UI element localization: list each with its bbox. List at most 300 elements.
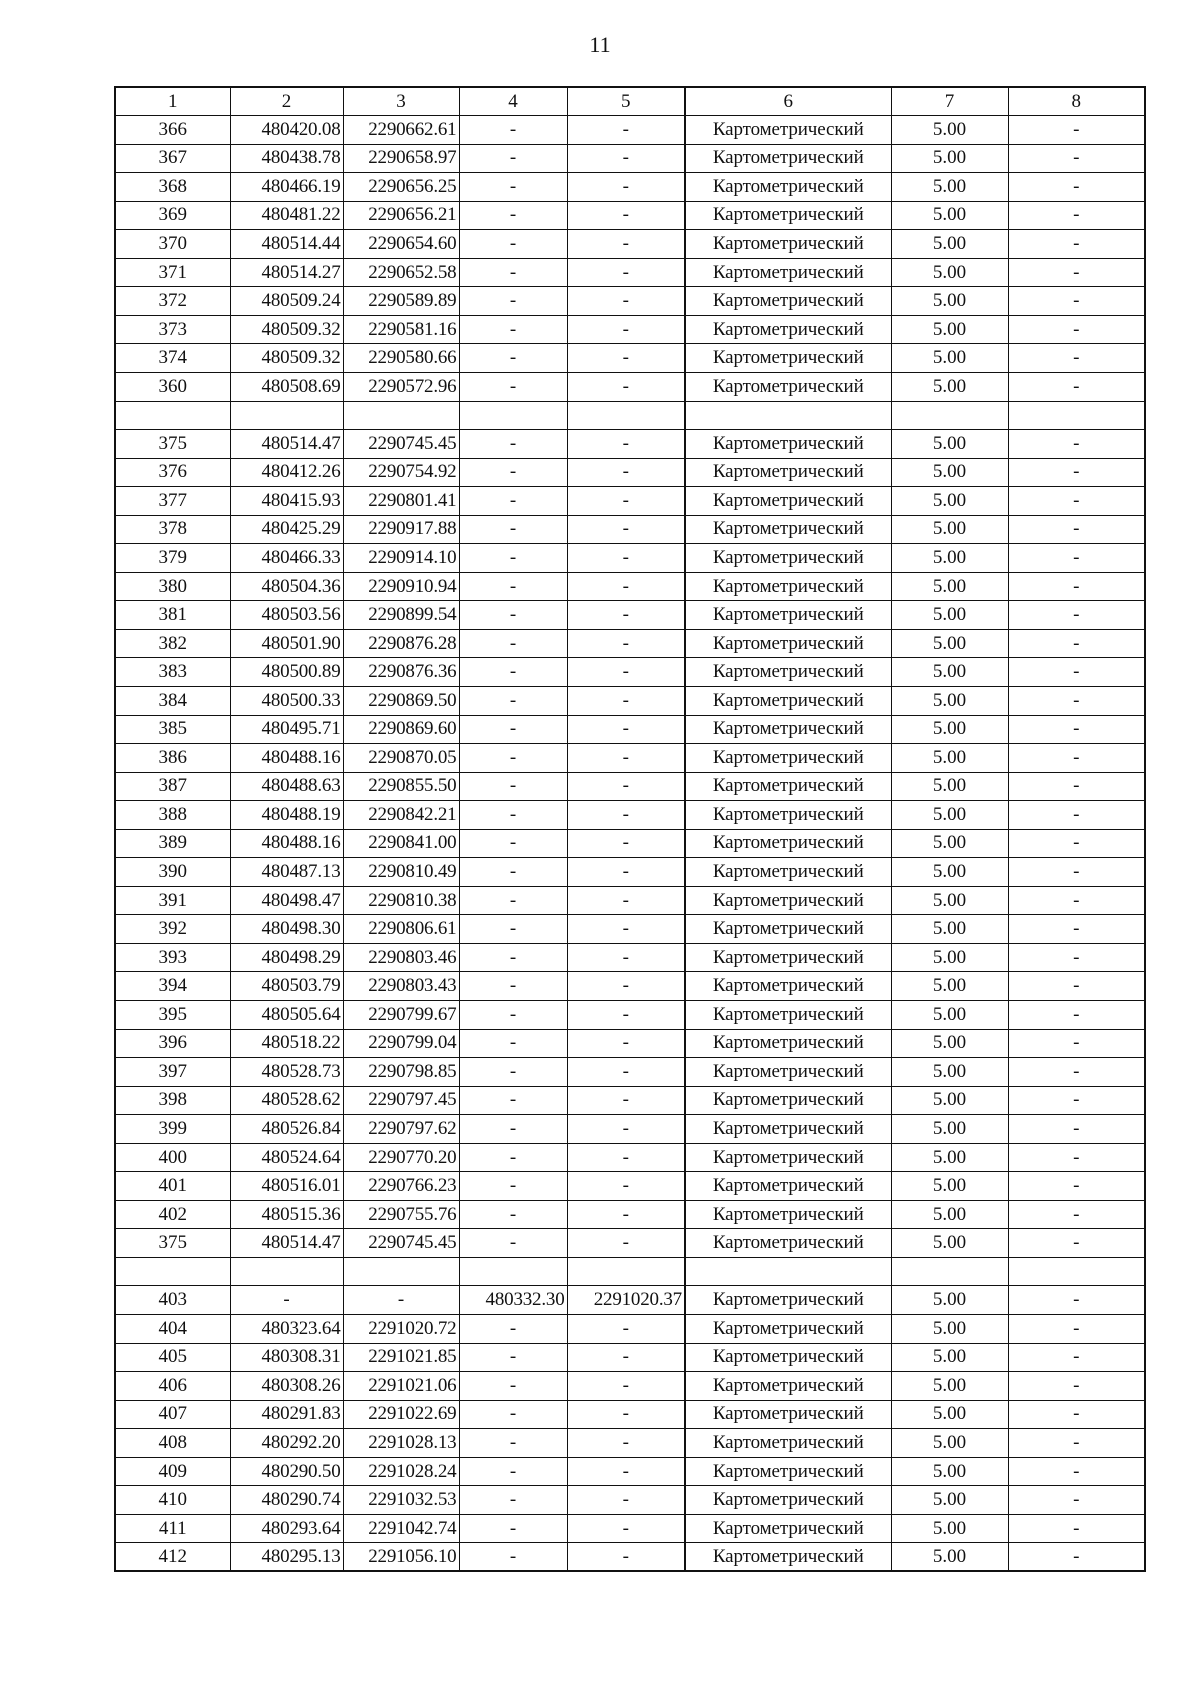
x-alt-cell: -: [459, 1343, 567, 1372]
y-cell: 2290810.49: [343, 858, 459, 887]
x-cell: 480509.32: [230, 315, 343, 344]
point-number-cell: 400: [115, 1143, 230, 1172]
point-number-cell: 383: [115, 658, 230, 687]
table-row: [115, 1229, 1145, 1258]
note-cell: -: [1008, 1286, 1145, 1315]
y-alt-cell: -: [567, 715, 685, 744]
x-cell: 480290.74: [230, 1486, 343, 1515]
y-cell: 2290869.50: [343, 686, 459, 715]
y-cell: 2290810.38: [343, 886, 459, 915]
method-cell: Картометрический: [685, 458, 891, 487]
point-number-cell: 392: [115, 915, 230, 944]
y-alt-cell: -: [567, 515, 685, 544]
y-cell: 2290754.92: [343, 458, 459, 487]
table-row: [115, 1315, 1145, 1344]
x-alt-cell: [459, 1257, 567, 1286]
x-alt-cell: -: [459, 1400, 567, 1429]
table-row: [115, 801, 1145, 830]
accuracy-cell: 5.00: [891, 686, 1008, 715]
y-cell: 2290798.85: [343, 1058, 459, 1087]
x-alt-cell: -: [459, 1058, 567, 1087]
x-alt-cell: -: [459, 629, 567, 658]
table-row: [115, 1200, 1145, 1229]
y-cell: 2290801.41: [343, 487, 459, 516]
y-alt-cell: -: [567, 915, 685, 944]
note-cell: -: [1008, 715, 1145, 744]
note-cell: -: [1008, 258, 1145, 287]
y-alt-cell: -: [567, 230, 685, 259]
note-cell: -: [1008, 1457, 1145, 1486]
accuracy-cell: 5.00: [891, 1229, 1008, 1258]
method-cell: Картометрический: [685, 1457, 891, 1486]
y-cell: 2291021.85: [343, 1343, 459, 1372]
point-number-cell: 409: [115, 1457, 230, 1486]
y-cell: 2290745.45: [343, 430, 459, 459]
method-cell: Картометрический: [685, 1200, 891, 1229]
accuracy-cell: 5.00: [891, 544, 1008, 573]
method-cell: Картометрический: [685, 943, 891, 972]
x-alt-cell: -: [459, 1229, 567, 1258]
x-cell: 480501.90: [230, 629, 343, 658]
y-cell: 2290876.36: [343, 658, 459, 687]
method-cell: Картометрический: [685, 715, 891, 744]
point-number-cell: 382: [115, 629, 230, 658]
column-header: 7: [891, 87, 1008, 116]
note-cell: -: [1008, 943, 1145, 972]
y-alt-cell: -: [567, 601, 685, 630]
x-cell: 480524.64: [230, 1143, 343, 1172]
y-cell: 2291028.24: [343, 1457, 459, 1486]
accuracy-cell: 5.00: [891, 1029, 1008, 1058]
y-alt-cell: -: [567, 258, 685, 287]
note-cell: [1008, 1257, 1145, 1286]
point-number-cell: 370: [115, 230, 230, 259]
table-row: [115, 629, 1145, 658]
accuracy-cell: 5.00: [891, 943, 1008, 972]
page-number: 11: [589, 32, 611, 57]
table-row: [115, 1143, 1145, 1172]
y-cell: 2291032.53: [343, 1486, 459, 1515]
y-alt-cell: -: [567, 1001, 685, 1030]
method-cell: Картометрический: [685, 1143, 891, 1172]
table-row: [115, 972, 1145, 1001]
accuracy-cell: 5.00: [891, 1315, 1008, 1344]
y-cell: 2291042.74: [343, 1514, 459, 1543]
note-cell: -: [1008, 744, 1145, 773]
table-row: [115, 1058, 1145, 1087]
note-cell: -: [1008, 372, 1145, 401]
y-alt-cell: -: [567, 1029, 685, 1058]
x-alt-cell: -: [459, 686, 567, 715]
note-cell: -: [1008, 430, 1145, 459]
method-cell: Картометрический: [685, 116, 891, 145]
x-alt-cell: -: [459, 772, 567, 801]
y-cell: 2290797.62: [343, 1115, 459, 1144]
note-cell: -: [1008, 1429, 1145, 1458]
note-cell: -: [1008, 1372, 1145, 1401]
x-alt-cell: -: [459, 458, 567, 487]
y-cell: -: [343, 1286, 459, 1315]
point-number-cell: 375: [115, 1229, 230, 1258]
method-cell: Картометрический: [685, 315, 891, 344]
method-cell: Картометрический: [685, 1172, 891, 1201]
y-cell: 2290656.21: [343, 201, 459, 230]
x-cell: 480488.19: [230, 801, 343, 830]
point-number-cell: 371: [115, 258, 230, 287]
x-alt-cell: [459, 401, 567, 430]
point-number-cell: 390: [115, 858, 230, 887]
y-alt-cell: -: [567, 686, 685, 715]
x-alt-cell: -: [459, 1115, 567, 1144]
x-cell: [230, 1257, 343, 1286]
point-number-cell: 373: [115, 315, 230, 344]
y-cell: 2290662.61: [343, 116, 459, 145]
x-alt-cell: -: [459, 315, 567, 344]
point-number-cell: 384: [115, 686, 230, 715]
method-cell: Картометрический: [685, 1372, 891, 1401]
y-alt-cell: -: [567, 943, 685, 972]
table-row: [115, 686, 1145, 715]
note-cell: -: [1008, 972, 1145, 1001]
x-cell: 480415.93: [230, 487, 343, 516]
x-alt-cell: -: [459, 715, 567, 744]
y-cell: 2290917.88: [343, 515, 459, 544]
y-alt-cell: -: [567, 116, 685, 145]
note-cell: -: [1008, 1143, 1145, 1172]
y-alt-cell: -: [567, 1058, 685, 1087]
x-cell: -: [230, 1286, 343, 1315]
method-cell: Картометрический: [685, 1343, 891, 1372]
x-alt-cell: -: [459, 173, 567, 202]
method-cell: Картометрический: [685, 230, 891, 259]
method-cell: Картометрический: [685, 1486, 891, 1515]
y-alt-cell: -: [567, 173, 685, 202]
x-cell: 480514.47: [230, 1229, 343, 1258]
method-cell: Картометрический: [685, 144, 891, 173]
x-cell: 480514.27: [230, 258, 343, 287]
y-alt-cell: -: [567, 1372, 685, 1401]
note-cell: -: [1008, 829, 1145, 858]
x-cell: 480293.64: [230, 1514, 343, 1543]
point-number-cell: 360: [115, 372, 230, 401]
point-number-cell: 394: [115, 972, 230, 1001]
table-row: [115, 572, 1145, 601]
y-alt-cell: -: [567, 487, 685, 516]
x-cell: 480509.24: [230, 287, 343, 316]
y-cell: 2290910.94: [343, 572, 459, 601]
point-number-cell: 388: [115, 801, 230, 830]
accuracy-cell: 5.00: [891, 1514, 1008, 1543]
note-cell: -: [1008, 287, 1145, 316]
x-alt-cell: -: [459, 601, 567, 630]
accuracy-cell: 5.00: [891, 629, 1008, 658]
accuracy-cell: 5.00: [891, 601, 1008, 630]
accuracy-cell: 5.00: [891, 430, 1008, 459]
x-cell: 480488.16: [230, 744, 343, 773]
accuracy-cell: 5.00: [891, 1286, 1008, 1315]
x-cell: 480481.22: [230, 201, 343, 230]
table-row: [115, 858, 1145, 887]
table-row: [115, 344, 1145, 373]
x-cell: 480295.13: [230, 1543, 343, 1572]
note-cell: -: [1008, 544, 1145, 573]
table-row: [115, 287, 1145, 316]
point-number-cell: 398: [115, 1086, 230, 1115]
y-cell: 2290572.96: [343, 372, 459, 401]
y-cell: 2290581.16: [343, 315, 459, 344]
table-header-row: [115, 87, 1145, 116]
y-alt-cell: [567, 401, 685, 430]
accuracy-cell: 5.00: [891, 572, 1008, 601]
point-number-cell: 408: [115, 1429, 230, 1458]
x-alt-cell: -: [459, 201, 567, 230]
note-cell: -: [1008, 1001, 1145, 1030]
y-cell: 2290855.50: [343, 772, 459, 801]
note-cell: -: [1008, 1229, 1145, 1258]
point-number-cell: 367: [115, 144, 230, 173]
method-cell: Картометрический: [685, 886, 891, 915]
accuracy-cell: 5.00: [891, 1429, 1008, 1458]
x-alt-cell: -: [459, 1172, 567, 1201]
accuracy-cell: 5.00: [891, 1058, 1008, 1087]
x-alt-cell: -: [459, 915, 567, 944]
accuracy-cell: 5.00: [891, 287, 1008, 316]
y-alt-cell: -: [567, 287, 685, 316]
note-cell: -: [1008, 201, 1145, 230]
x-cell: 480505.64: [230, 1001, 343, 1030]
table-row: [115, 1343, 1145, 1372]
method-cell: Картометрический: [685, 1058, 891, 1087]
x-alt-cell: -: [459, 258, 567, 287]
y-cell: 2291028.13: [343, 1429, 459, 1458]
table-row: [115, 515, 1145, 544]
method-cell: [685, 1257, 891, 1286]
x-alt-cell: -: [459, 1143, 567, 1172]
table-row: [115, 1429, 1145, 1458]
point-number-cell: [115, 401, 230, 430]
accuracy-cell: 5.00: [891, 1343, 1008, 1372]
y-alt-cell: -: [567, 886, 685, 915]
table-row: [115, 544, 1145, 573]
x-alt-cell: -: [459, 1086, 567, 1115]
note-cell: -: [1008, 1400, 1145, 1429]
y-cell: 2290766.23: [343, 1172, 459, 1201]
x-cell: 480466.33: [230, 544, 343, 573]
point-number-cell: 397: [115, 1058, 230, 1087]
note-cell: -: [1008, 1058, 1145, 1087]
accuracy-cell: 5.00: [891, 344, 1008, 373]
method-cell: [685, 401, 891, 430]
y-cell: 2290869.60: [343, 715, 459, 744]
y-cell: 2290803.46: [343, 943, 459, 972]
x-alt-cell: -: [459, 829, 567, 858]
accuracy-cell: 5.00: [891, 372, 1008, 401]
point-number-cell: 387: [115, 772, 230, 801]
accuracy-cell: 5.00: [891, 116, 1008, 145]
point-number-cell: 412: [115, 1543, 230, 1572]
y-cell: 2290899.54: [343, 601, 459, 630]
table-row: [115, 601, 1145, 630]
method-cell: Картометрический: [685, 487, 891, 516]
method-cell: Картометрический: [685, 572, 891, 601]
point-number-cell: 404: [115, 1315, 230, 1344]
point-number-cell: 386: [115, 744, 230, 773]
table-row: [115, 315, 1145, 344]
note-cell: -: [1008, 1343, 1145, 1372]
y-alt-cell: -: [567, 1514, 685, 1543]
table-row: [115, 943, 1145, 972]
x-cell: 480488.63: [230, 772, 343, 801]
x-alt-cell: -: [459, 144, 567, 173]
point-number-cell: 405: [115, 1343, 230, 1372]
y-cell: 2290806.61: [343, 915, 459, 944]
column-header: 1: [115, 87, 230, 116]
x-cell: 480291.83: [230, 1400, 343, 1429]
method-cell: Картометрический: [685, 686, 891, 715]
method-cell: Картометрический: [685, 658, 891, 687]
y-alt-cell: -: [567, 344, 685, 373]
note-cell: -: [1008, 572, 1145, 601]
accuracy-cell: 5.00: [891, 772, 1008, 801]
point-number-cell: 396: [115, 1029, 230, 1058]
point-number-cell: 374: [115, 344, 230, 373]
method-cell: Картометрический: [685, 1543, 891, 1572]
accuracy-cell: 5.00: [891, 487, 1008, 516]
y-alt-cell: -: [567, 544, 685, 573]
note-cell: -: [1008, 629, 1145, 658]
point-number-cell: 381: [115, 601, 230, 630]
note-cell: -: [1008, 230, 1145, 259]
x-cell: 480500.33: [230, 686, 343, 715]
y-alt-cell: [567, 1257, 685, 1286]
point-number-cell: 395: [115, 1001, 230, 1030]
x-cell: 480514.47: [230, 430, 343, 459]
table-row: [115, 372, 1145, 401]
x-alt-cell: -: [459, 230, 567, 259]
accuracy-cell: 5.00: [891, 858, 1008, 887]
x-alt-cell: -: [459, 972, 567, 1001]
table-row: [115, 1543, 1145, 1572]
point-number-cell: 402: [115, 1200, 230, 1229]
x-cell: 480528.73: [230, 1058, 343, 1087]
y-alt-cell: -: [567, 1115, 685, 1144]
note-cell: -: [1008, 658, 1145, 687]
note-cell: -: [1008, 1029, 1145, 1058]
x-cell: 480487.13: [230, 858, 343, 887]
method-cell: Картометрический: [685, 344, 891, 373]
method-cell: Картометрический: [685, 1001, 891, 1030]
method-cell: Картометрический: [685, 1115, 891, 1144]
table-row: [115, 1001, 1145, 1030]
column-header: 5: [567, 87, 685, 116]
point-number-cell: 403: [115, 1286, 230, 1315]
accuracy-cell: 5.00: [891, 1200, 1008, 1229]
method-cell: Картометрический: [685, 601, 891, 630]
y-cell: 2290654.60: [343, 230, 459, 259]
x-alt-cell: -: [459, 658, 567, 687]
x-cell: 480420.08: [230, 116, 343, 145]
y-cell: 2290842.21: [343, 801, 459, 830]
method-cell: Картометрический: [685, 287, 891, 316]
point-number-cell: 368: [115, 173, 230, 202]
separator-row: [115, 401, 1145, 430]
x-alt-cell: -: [459, 1315, 567, 1344]
table-row: [115, 1457, 1145, 1486]
point-number-cell: 393: [115, 943, 230, 972]
x-cell: 480498.47: [230, 886, 343, 915]
y-cell: 2290799.04: [343, 1029, 459, 1058]
table-row: [115, 201, 1145, 230]
y-cell: 2290841.00: [343, 829, 459, 858]
y-alt-cell: -: [567, 1086, 685, 1115]
x-cell: 480516.01: [230, 1172, 343, 1201]
x-alt-cell: -: [459, 858, 567, 887]
note-cell: -: [1008, 886, 1145, 915]
point-number-cell: 380: [115, 572, 230, 601]
x-cell: 480308.31: [230, 1343, 343, 1372]
note-cell: -: [1008, 1486, 1145, 1515]
method-cell: Картометрический: [685, 1400, 891, 1429]
accuracy-cell: [891, 401, 1008, 430]
x-cell: [230, 401, 343, 430]
y-cell: [343, 1257, 459, 1286]
x-cell: 480503.56: [230, 601, 343, 630]
x-cell: 480323.64: [230, 1315, 343, 1344]
x-alt-cell: 480332.30: [459, 1286, 567, 1315]
table-row: [115, 144, 1145, 173]
note-cell: -: [1008, 915, 1145, 944]
y-cell: [343, 401, 459, 430]
table-row: [115, 772, 1145, 801]
note-cell: -: [1008, 858, 1145, 887]
accuracy-cell: 5.00: [891, 144, 1008, 173]
x-cell: 480488.16: [230, 829, 343, 858]
x-alt-cell: -: [459, 515, 567, 544]
x-alt-cell: -: [459, 1486, 567, 1515]
y-cell: 2290580.66: [343, 344, 459, 373]
y-cell: 2290870.05: [343, 744, 459, 773]
y-alt-cell: -: [567, 1143, 685, 1172]
accuracy-cell: 5.00: [891, 201, 1008, 230]
note-cell: -: [1008, 315, 1145, 344]
method-cell: Картометрический: [685, 772, 891, 801]
point-number-cell: 379: [115, 544, 230, 573]
y-alt-cell: -: [567, 1200, 685, 1229]
y-alt-cell: -: [567, 1172, 685, 1201]
x-alt-cell: -: [459, 372, 567, 401]
note-cell: -: [1008, 601, 1145, 630]
y-alt-cell: -: [567, 372, 685, 401]
y-alt-cell: -: [567, 1229, 685, 1258]
accuracy-cell: 5.00: [891, 1457, 1008, 1486]
table-row: [115, 116, 1145, 145]
note-cell: -: [1008, 116, 1145, 145]
y-alt-cell: -: [567, 572, 685, 601]
y-cell: 2291056.10: [343, 1543, 459, 1572]
x-alt-cell: -: [459, 430, 567, 459]
y-cell: 2290770.20: [343, 1143, 459, 1172]
point-number-cell: 378: [115, 515, 230, 544]
table-row: [115, 658, 1145, 687]
point-number-cell: 399: [115, 1115, 230, 1144]
y-alt-cell: -: [567, 1343, 685, 1372]
point-number-cell: 369: [115, 201, 230, 230]
table-row: [115, 230, 1145, 259]
accuracy-cell: 5.00: [891, 658, 1008, 687]
accuracy-cell: 5.00: [891, 1543, 1008, 1572]
y-cell: 2290876.28: [343, 629, 459, 658]
table-row: [115, 173, 1145, 202]
